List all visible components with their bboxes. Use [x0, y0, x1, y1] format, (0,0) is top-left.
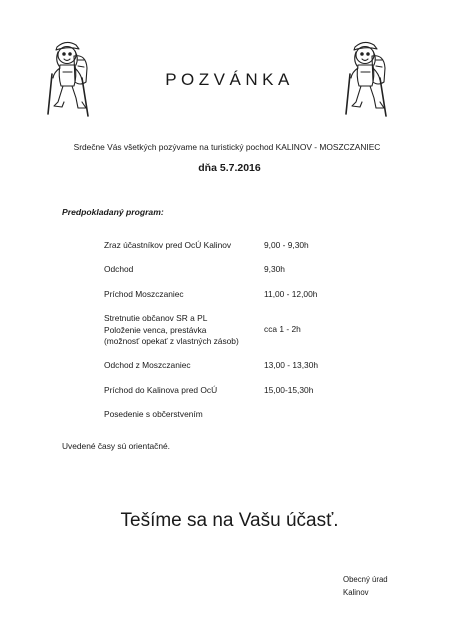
program-item-label: Príchod Moszczaniec [104, 289, 184, 299]
document-title: POZVÁNKA [165, 70, 294, 89]
program-item-time: 13,00 - 13,30h [264, 360, 319, 370]
program-item-label: Odchod [104, 264, 134, 274]
signature-line: Kalinov [343, 588, 369, 597]
program-heading: Predpokladaný program: [62, 207, 164, 217]
event-date: dňa 5.7.2016 [198, 162, 261, 174]
program-item-label: Stretnutie občanov SR a PL Položenie venca, prestávka (možnosť opekať z vlastných zásob) [104, 313, 239, 346]
program-item-time: 15,00-15,30h [264, 385, 314, 395]
invitation-text: Srdečne Vás všetkých pozývame na turistický pochod KALINOV - MOSZCZANIEC [73, 142, 381, 152]
closing-line: Tešíme sa na Vašu účasť. [120, 510, 339, 531]
signature-block [343, 573, 388, 599]
program-item-time: 9,30h [264, 264, 285, 274]
program-item-label: Zraz účastníkov pred OcÚ Kalinov [104, 240, 232, 250]
times-note: Uvedené časy sú orientačné. [62, 441, 171, 451]
signature-line: Obecný úrad [343, 575, 388, 584]
program-item-time: cca 1 - 2h [264, 324, 301, 334]
program-item-label: Odchod z Moszczaniec [104, 360, 191, 370]
program-item-time: 9,00 - 9,30h [264, 240, 309, 250]
program-item-label: Príchod do Kalinova pred OcÚ [104, 385, 218, 395]
program-item-label: Posedenie s občerstvením [104, 409, 203, 419]
program-item-time: 11,00 - 12,00h [264, 289, 318, 299]
